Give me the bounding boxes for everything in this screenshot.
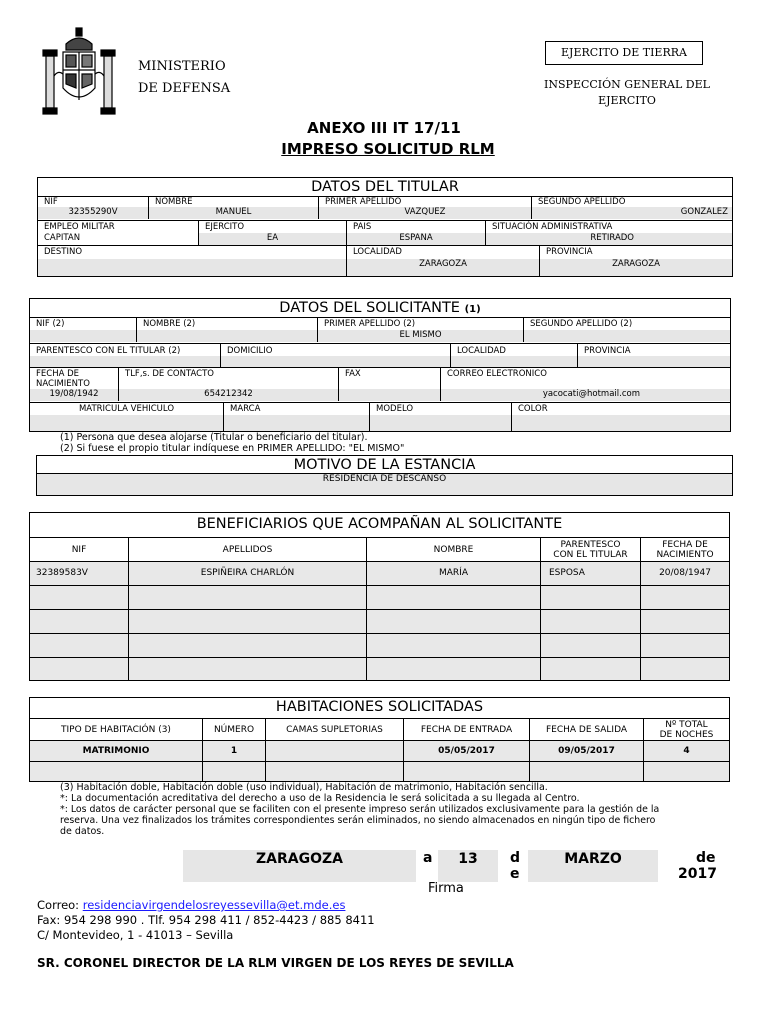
ben-col-nif: NIF bbox=[71, 544, 87, 555]
ben-col-fecha1: FECHA DE bbox=[662, 539, 708, 550]
titular-empleo-value[interactable]: CAPITAN bbox=[44, 233, 81, 243]
sol-matricula-value[interactable] bbox=[30, 415, 223, 431]
contacto-fax: Fax: 954 298 990 . Tlf. 954 298 411 / 852-4423 / 885 8411 bbox=[37, 913, 375, 927]
sol-domicilio-value[interactable] bbox=[221, 356, 450, 367]
hab-row1-numero[interactable]: 1 bbox=[202, 740, 265, 761]
ben-row4-apellidos[interactable] bbox=[128, 633, 366, 657]
ben-row4-parentesco[interactable] bbox=[540, 633, 640, 657]
hab-row1-entrada[interactable]: 05/05/2017 bbox=[403, 740, 529, 761]
firma-de1-b: e bbox=[510, 866, 520, 882]
ben-row5-nombre[interactable] bbox=[366, 657, 540, 680]
sol-fecha-label2: NACIMIENTO bbox=[36, 379, 90, 389]
habitaciones-heading: HABITACIONES SOLICITADAS bbox=[275, 699, 484, 715]
sol-modelo-label: MODELO bbox=[369, 403, 511, 431]
contacto-correo-label: Correo: bbox=[37, 898, 83, 912]
titular-nombre-label: NOMBRE bbox=[148, 197, 318, 219]
titular-ap2-value[interactable]: GONZÁLEZ bbox=[532, 207, 732, 219]
hab-row2-camas[interactable] bbox=[265, 761, 403, 781]
hab-row2-salida[interactable] bbox=[529, 761, 643, 781]
sol-marca-value[interactable] bbox=[224, 415, 369, 431]
ben-row2-nombre[interactable] bbox=[366, 585, 540, 609]
ben-row2-parentesco[interactable] bbox=[540, 585, 640, 609]
titular-localidad-value[interactable]: ZARAGOZA bbox=[347, 259, 539, 276]
habitaciones-note5b: reserva. Una vez finalizados los trámites correspondientes serán eliminados, no siendo almacenados en ningún tipo de fichero bbox=[60, 815, 656, 826]
ben-row3-parentesco[interactable] bbox=[540, 609, 640, 633]
sol-localidad-value[interactable] bbox=[451, 356, 577, 367]
titular-localidad-label: LOCALIDAD bbox=[346, 246, 539, 276]
sol-marca-label: MARCA bbox=[223, 403, 369, 431]
ben-col-apellidos: APELLIDOS bbox=[128, 538, 366, 561]
hab-col-numero: NÚMERO bbox=[202, 719, 265, 740]
habitaciones-note5a: *: Los datos de carácter personal que se faciliten con el presente impreso serán utilizados exclusivamente para la gestión de la bbox=[60, 804, 660, 815]
inspection-text bbox=[527, 77, 727, 109]
sol-provincia-label: PROVINCIA bbox=[577, 344, 730, 367]
sol-fecha-value[interactable]: 19/08/1942 bbox=[30, 389, 118, 401]
ben-row3-fecha[interactable] bbox=[640, 609, 729, 633]
ben-row2-nif[interactable] bbox=[30, 585, 128, 609]
inspection-line2: EJERCITO bbox=[598, 94, 656, 107]
ministry-line2: DE DEFENSA bbox=[138, 81, 231, 96]
sol-correo-value[interactable]: yacocati@hotmail.com bbox=[441, 389, 730, 401]
titular-ap2-label: SEGUNDO APELLIDO bbox=[531, 197, 732, 219]
hab-row2-noches[interactable] bbox=[643, 761, 729, 781]
beneficiarios-table bbox=[29, 512, 730, 681]
ben-row4-nombre[interactable] bbox=[366, 633, 540, 657]
ben-row5-apellidos[interactable] bbox=[128, 657, 366, 680]
inspection-line1: INSPECCIÓN GENERAL DEL bbox=[544, 78, 710, 91]
hab-col-noches bbox=[643, 719, 729, 740]
firma-ciudad[interactable]: ZARAGOZA bbox=[183, 850, 416, 882]
firma-dia[interactable]: 13 bbox=[438, 850, 498, 882]
sol-color-label: COLOR bbox=[511, 403, 730, 431]
hab-row1-salida[interactable]: 09/05/2017 bbox=[529, 740, 643, 761]
ben-row5-nif[interactable] bbox=[30, 657, 128, 680]
sol-fecha-label bbox=[30, 369, 118, 389]
ben-row1-apellidos[interactable]: ESPIÑEIRA CHARLÓN bbox=[128, 561, 366, 585]
sol-ap2-label: SEGUNDO APELLIDO (2) bbox=[523, 318, 730, 342]
army-box: EJERCITO DE TIERRA bbox=[545, 41, 703, 65]
ben-row5-parentesco[interactable] bbox=[540, 657, 640, 680]
titular-table bbox=[37, 177, 733, 277]
ben-row1-fecha[interactable]: 20/08/1947 bbox=[640, 561, 729, 585]
ben-col-parentesco2: CON EL TITULAR bbox=[553, 549, 628, 560]
motivo-heading: MOTIVO DE LA ESTANCIA bbox=[293, 457, 476, 473]
solicitante-heading-note: (1) bbox=[464, 304, 481, 315]
ministry-line1: MINISTERIO bbox=[138, 59, 226, 74]
sol-color-value[interactable] bbox=[512, 415, 730, 431]
hab-col-noches2: DE NOCHES bbox=[659, 729, 714, 740]
ben-row2-fecha[interactable] bbox=[640, 585, 729, 609]
coat-of-arms-icon bbox=[38, 26, 120, 122]
sol-ap1-value[interactable]: EL MISMO bbox=[318, 330, 523, 342]
sol-tlf-label: TLF,s. DE CONTACTO bbox=[118, 368, 338, 401]
contacto-destinatario: SR. CORONEL DIRECTOR DE LA RLM VIRGEN DE LOS REYES DE SEVILLA bbox=[37, 956, 514, 970]
hab-row1-noches[interactable]: 4 bbox=[643, 740, 729, 761]
motivo-value[interactable]: RESIDENCIA DE DESCANSO bbox=[37, 474, 732, 495]
sol-nif-label: NIF (2) bbox=[36, 319, 65, 329]
firma-de1-a: d bbox=[510, 850, 521, 866]
contacto-direccion: C/ Montevideo, 1 - 41013 – Sevilla bbox=[37, 928, 234, 942]
ben-row3-nif[interactable] bbox=[30, 609, 128, 633]
sol-correo-label: CORREO ELECTRONICO bbox=[440, 368, 730, 401]
hab-col-noches1: Nº TOTAL bbox=[665, 719, 708, 730]
firma-de1 bbox=[510, 850, 520, 882]
hab-col-entrada: FECHA DE ENTRADA bbox=[403, 719, 529, 740]
titular-destino-value[interactable] bbox=[38, 259, 346, 276]
sol-domicilio-label: DOMICILIO bbox=[220, 344, 450, 367]
solicitante-heading-text: DATOS DEL SOLICITANTE bbox=[279, 300, 460, 316]
titular-empleo-label: EMPLEO MILITAR bbox=[44, 222, 115, 232]
hab-row2-tipo[interactable] bbox=[30, 761, 202, 781]
firma-a: a bbox=[423, 850, 433, 866]
hab-col-camas: CAMAS SUPLETORIAS bbox=[265, 719, 403, 740]
sol-parentesco-value[interactable] bbox=[30, 356, 220, 367]
sol-nif-value[interactable] bbox=[30, 330, 136, 342]
hab-row2-entrada[interactable] bbox=[403, 761, 529, 781]
contacto-correo bbox=[37, 898, 345, 912]
sol-provincia-value[interactable] bbox=[578, 356, 730, 367]
sol-matricula-label: MATRICULA VEHÍCULO bbox=[78, 404, 175, 414]
titular-provincia-value[interactable]: ZARAGOZA bbox=[540, 259, 732, 276]
titular-heading: DATOS DEL TITULAR bbox=[311, 179, 459, 195]
title-line1: ANEXO III IT 17/11 bbox=[307, 119, 461, 137]
hab-col-salida: FECHA DE SALIDA bbox=[529, 719, 643, 740]
titular-nif-value[interactable]: 32355290V bbox=[38, 207, 148, 219]
hab-row1-tipo[interactable]: MATRIMONIO bbox=[30, 740, 202, 761]
sol-ap2-value[interactable] bbox=[524, 330, 730, 342]
ben-row1-nif[interactable]: 32389583V bbox=[30, 561, 128, 585]
sol-ap1-label: PRIMER APELLIDO (2) bbox=[317, 318, 523, 342]
sol-tlf-value[interactable]: 654212342 bbox=[119, 389, 338, 401]
ben-row3-apellidos[interactable] bbox=[128, 609, 366, 633]
sol-fax-value[interactable] bbox=[339, 389, 440, 401]
habitaciones-note5c: de datos. bbox=[60, 826, 105, 837]
motivo-table bbox=[36, 455, 733, 496]
ben-row5-fecha[interactable] bbox=[640, 657, 729, 680]
solicitante-note2: (2) Si fuese el propio titular indíquese en PRIMER APELLIDO: "EL MISMO" bbox=[60, 443, 405, 454]
titular-ejercito-value[interactable]: EA bbox=[199, 233, 346, 245]
firma-anio[interactable]: 2017 bbox=[678, 866, 717, 882]
titular-pais-label: PAIS bbox=[346, 221, 485, 245]
titular-pais-value[interactable]: ESPAÑA bbox=[347, 233, 485, 245]
titular-nombre-value[interactable]: MANUEL bbox=[149, 207, 318, 219]
hab-row2-numero[interactable] bbox=[202, 761, 265, 781]
titular-ejercito-label: EJERCITO bbox=[198, 221, 346, 245]
ben-col-parentesco1: PARENTESCO bbox=[560, 539, 621, 550]
titular-ap1-label: PRIMER APELLIDO bbox=[318, 197, 531, 219]
titular-nif-label: NIF bbox=[44, 197, 58, 207]
solicitante-heading bbox=[30, 299, 730, 319]
sol-localidad-label: LOCALIDAD bbox=[450, 344, 577, 367]
sol-fax-label: FAX bbox=[338, 368, 440, 401]
ben-col-parentesco bbox=[540, 538, 640, 561]
document-title bbox=[0, 118, 768, 160]
sol-nombre-label: NOMBRE (2) bbox=[136, 318, 317, 342]
ben-row4-nif[interactable] bbox=[30, 633, 128, 657]
contacto-correo-link[interactable]: residenciavirgendelosreyessevilla@et.mde.es bbox=[82, 898, 346, 912]
beneficiarios-heading: BENEFICIARIOS QUE ACOMPAÑAN AL SOLICITANTE bbox=[196, 516, 563, 532]
habitaciones-note3: (3) Habitación doble, Habitación doble (uso individual), Habitación de matrimonio, Habitación sencilla. bbox=[60, 782, 548, 793]
habitaciones-table bbox=[29, 697, 730, 782]
ben-row1-parentesco[interactable]: ESPOSA bbox=[540, 561, 640, 585]
sol-fecha-label1: FECHA DE bbox=[36, 369, 80, 379]
solicitante-table bbox=[29, 298, 731, 432]
titular-situacion-value[interactable]: RETIRADO bbox=[486, 233, 732, 245]
sol-nombre-value[interactable] bbox=[137, 330, 317, 342]
ben-col-nombre: NOMBRE bbox=[366, 538, 540, 561]
ben-row2-apellidos[interactable] bbox=[128, 585, 366, 609]
hab-row1-camas[interactable] bbox=[265, 740, 403, 761]
titular-destino-label: DESTINO bbox=[44, 247, 83, 257]
ben-row4-fecha[interactable] bbox=[640, 633, 729, 657]
solicitante-note1: (1) Persona que desea alojarse (Titular o beneficiario del titular). bbox=[60, 432, 368, 443]
ben-row3-nombre[interactable] bbox=[366, 609, 540, 633]
titular-situacion-label: SITUACIÓN ADMINISTRATIVA bbox=[485, 221, 732, 245]
ben-col-fecha bbox=[640, 538, 729, 561]
hab-col-tipo: TIPO DE HABITACIÓN (3) bbox=[61, 724, 171, 735]
ben-col-fecha2: NACIMIENTO bbox=[656, 549, 714, 560]
titular-provincia-label: PROVINCIA bbox=[539, 246, 732, 276]
sol-parentesco-label: PARENTESCO CON EL TITULAR (2) bbox=[36, 346, 181, 356]
firma-mes[interactable]: MARZO bbox=[528, 850, 658, 882]
habitaciones-note4: *: La documentación acreditativa del derecho a uso de la Residencia le será solicitada a su llegada al Centro. bbox=[60, 793, 580, 804]
ministry-name bbox=[138, 56, 230, 100]
ben-row1-nombre[interactable]: MARÍA bbox=[366, 561, 540, 585]
title-line2: IMPRESO SOLICITUD RLM bbox=[281, 140, 495, 158]
titular-ap1-value[interactable]: VAZQUEZ bbox=[319, 207, 531, 219]
sol-modelo-value[interactable] bbox=[370, 415, 511, 431]
firma-label: Firma bbox=[428, 881, 464, 896]
firma-de2: de bbox=[696, 850, 716, 866]
